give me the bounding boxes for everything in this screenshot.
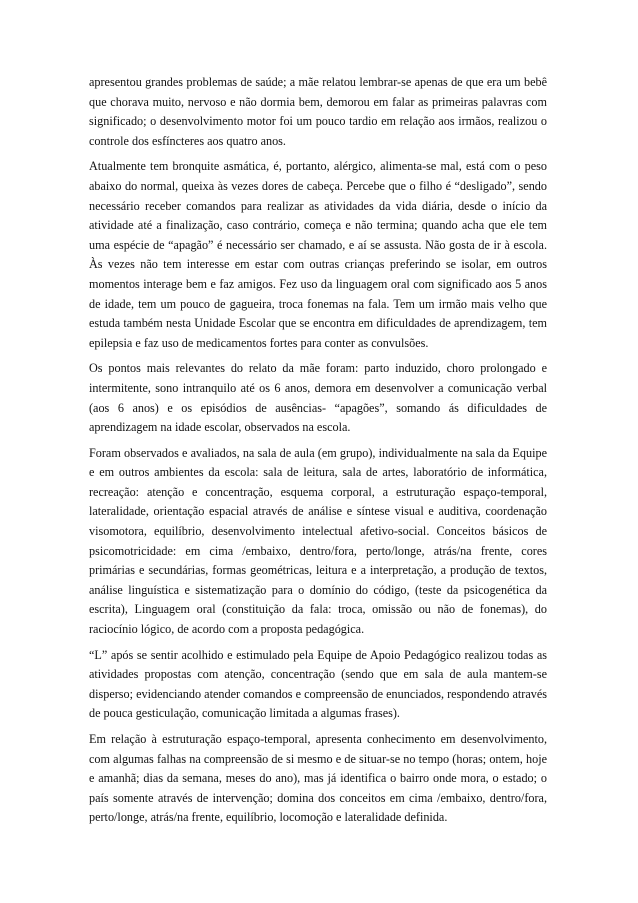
paragraph-current-condition: Atualmente tem bronquite asmática, é, portanto, alérgico, alimenta-se mal, está com o peso abaixo do normal, queixa às vezes dores de cabeça. Percebe que o filho é “desligado”, sendo necessário receber comandos para realizar as atividades da vida diária, desde o início da atividade até a finalização, caso contrário, começa e não termina; quando acha que ele tem uma espécie de “apagão” é necessário ser chamado, e aí se assusta. Não gosta de ir à escola. Às vezes não tem interesse em estar com outras crianças preferindo se isolar, em outros momentos interage bem e faz amigos. Fez uso da linguagem oral com significado aos 5 anos de idade, tem um pouco de gagueira, troca fonemas na fala. Tem um irmão mais velho que estuda também nesta Unidade Escolar que se encontra em dificuldades de aprendizagem, tem epilepsia e faz uso de medicamentos fortes para conter as convulsões.: [89, 159, 547, 350]
paragraph-student-response: “L” após se sentir acolhido e estimulado pela Equipe de Apoio Pedagógico realizou todas as atividades propostas com atenção, concentração (sendo que em sala de aula mantem-se disperso; evidenciando atender comandos e compreensão de enunciados, respondendo através de pouca gesticulação, comunicação limitada a algumas frases).: [89, 647, 547, 721]
paragraph-evaluation-areas: Foram observados e avaliados, na sala de aula (em grupo), individualmente na sala da Equipe e em outros ambientes da escola: sala de leitura, sala de artes, laboratório de informática, recreação: atenção e concentração, esquema corporal, a estruturação espaço-temporal, lateralidade, orientação espacial através de análise e síntese visual e auditiva, coordenação visomotora, equilíbrio, desenvolvimento intelectual afetivo-social. Conceitos básicos de psicomotricidade: em cima /embaixo, dentro/fora, perto/longe, atrás/na frente, cores primárias e secundárias, formas geométricas, leitura e a interpretação, a produção de textos, análise linguística e sistematização para o domínio do código, (teste da psicogenética da escrita), Linguagem oral (constituição da fala: troca, omissão ou não de fonemas), do raciocínio lógico, de acordo com a proposta pedagógica.: [89, 445, 547, 637]
paragraph-family-history: apresentou grandes problemas de saúde; a mãe relatou lembrar-se apenas de que era um bebê que chorava muito, nervoso e não dormia bem, demorou em falar as primeiras palavras com significado; o desenvolvimento motor foi um pouco tardio em relação aos irmãos, realizou o controle dos esfíncteres aos quatro anos.: [89, 75, 547, 148]
document-page: [89, 73, 547, 834]
paragraph-key-points: Os pontos mais relevantes do relato da mãe foram: parto induzido, choro prolongado e intermitente, sono intranquilo até os 6 anos, demora em desenvolver a comunicação verbal (aos 6 anos) e os episódios de ausências- “apagões”, somando ás dificuldades de aprendizagem na idade escolar, observados na escola.: [89, 361, 547, 435]
paragraph-spatial-temporal: Em relação à estruturação espaço-temporal, apresenta conhecimento em desenvolvimento, com algumas falhas na compreensão de si mesmo e de situar-se no tempo (horas; ontem, hoje e amanhã; dias da semana, meses do ano), mas já identifica o bairro onde mora, o estado; o país somente através de intervenção; domina dos conceitos em cima /embaixo, dentro/fora, perto/longe, atrás/na frente, equilíbrio, locomoção e lateralidade definida.: [89, 732, 547, 825]
